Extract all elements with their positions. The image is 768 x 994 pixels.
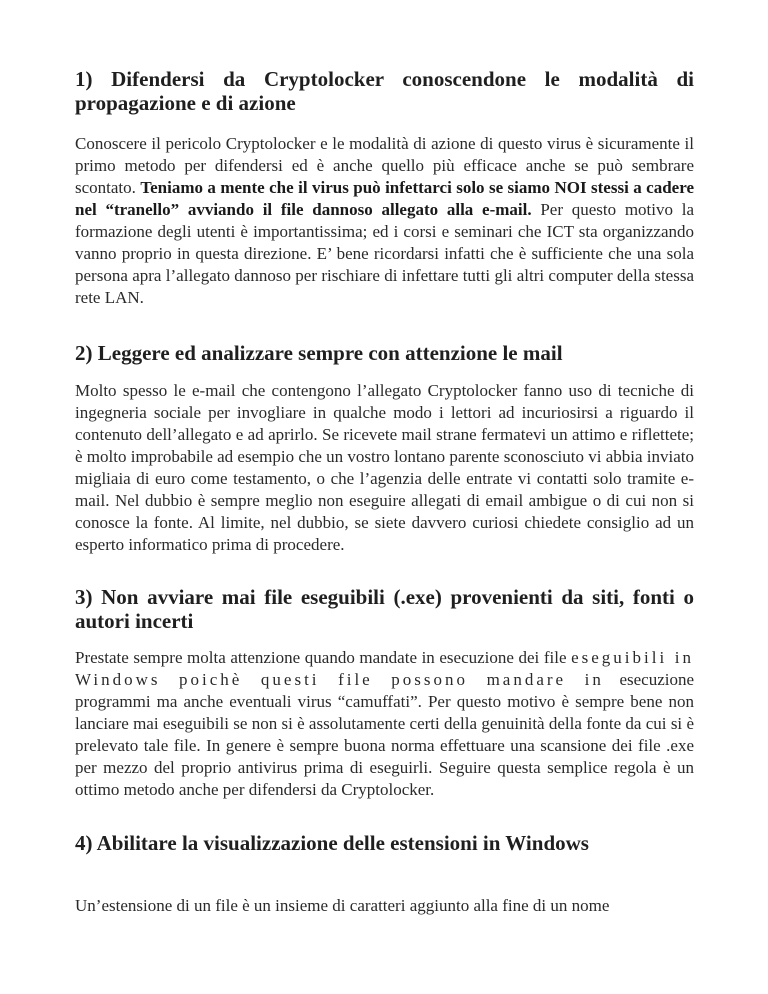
section-4 (75, 831, 694, 917)
section-3-text-line2: eseguibili in Windows poichè questi file possono mandare in (75, 648, 694, 689)
section-4-heading: 4) Abilitare la visualizzazione delle estensioni in Windows (75, 831, 589, 855)
section-1-heading: 1) Difendersi da Cryptolocker conoscendone le modalità di propagazione e di azione (75, 67, 694, 115)
section-3-heading: 3) Non avviare mai file eseguibili (.exe) provenienti da siti, fonti o autori incerti (75, 585, 694, 633)
section-1-bold-text: Teniamo a mente che il virus può infettarci solo se siamo NOI stessi a cadere nel “tranello” avviando il file dannoso allegato alla e-mail. (75, 178, 694, 219)
section-1 (75, 67, 694, 309)
section-1-paragraph (75, 133, 694, 309)
section-2 (75, 341, 694, 556)
section-3 (75, 585, 694, 801)
section-3-text-line1: Prestate sempre molta attenzione quando mandate in esecuzione dei file (75, 648, 567, 667)
section-2-heading: 2) Leggere ed analizzare sempre con attenzione le mail (75, 341, 563, 365)
section-4-paragraph: Un’estensione di un file è un insieme di caratteri aggiunto alla fine di un nome (75, 896, 610, 915)
section-1-text-start: Conoscere il pericolo Cryptolocker e le modalità di azione di questo virus è sicuramente il primo metodo per difendersi ed è anche quello più efficace anche se può sembrare scontato. (75, 134, 694, 197)
section-3-text-rest: esecuzione programmi ma anche eventuali virus “camuffati”. Per questo motivo è sempre bene non lanciare mai eseguibili se non si è assolutamente certi della genuinità della fonte da cui si è prelevato tale file. In genere è sempre buona norma effettuare una scansione dei file .exe per mezzo del proprio antivirus prima di eseguirli. Seguire questa semplice regola è un ottimo metodo anche per difendersi da Cryptolocker. (75, 670, 695, 799)
section-3-paragraph (75, 647, 694, 801)
section-2-paragraph: Molto spesso le e-mail che contengono l’allegato Cryptolocker fanno uso di tecniche di ingegneria sociale per invogliare in qualche modo i lettori ad incuriosirsi a riguardo il contenuto dell’allegato e ad aprirlo. Se ricevete mail strane fermatevi un attimo e riflettete; è molto improbabile ad esempio che un vostro lontano parente sconosciuto vi abbia inviato migliaia di euro come testamento, o che l’agenzia delle entrate vi contatti solo tramite e-mail. Nel dubbio è sempre meglio non eseguire allegati di email ambigue o di cui non si conosce la fonte. Al limite, nel dubbio, se siete davvero curiosi chiedete consiglio ad un esperto informatico prima di procedere. (75, 381, 694, 554)
section-1-text-end: Per questo motivo la formazione degli utenti è importantissima; ed i corsi e seminari che ICT sta organizzando vanno proprio in questa direzione. E’ bene ricordarsi infatti che è sufficiente che una sola persona apra l’allegato dannoso per rischiare di infettare tutti gli altri computer della stessa rete LAN. (75, 200, 694, 307)
